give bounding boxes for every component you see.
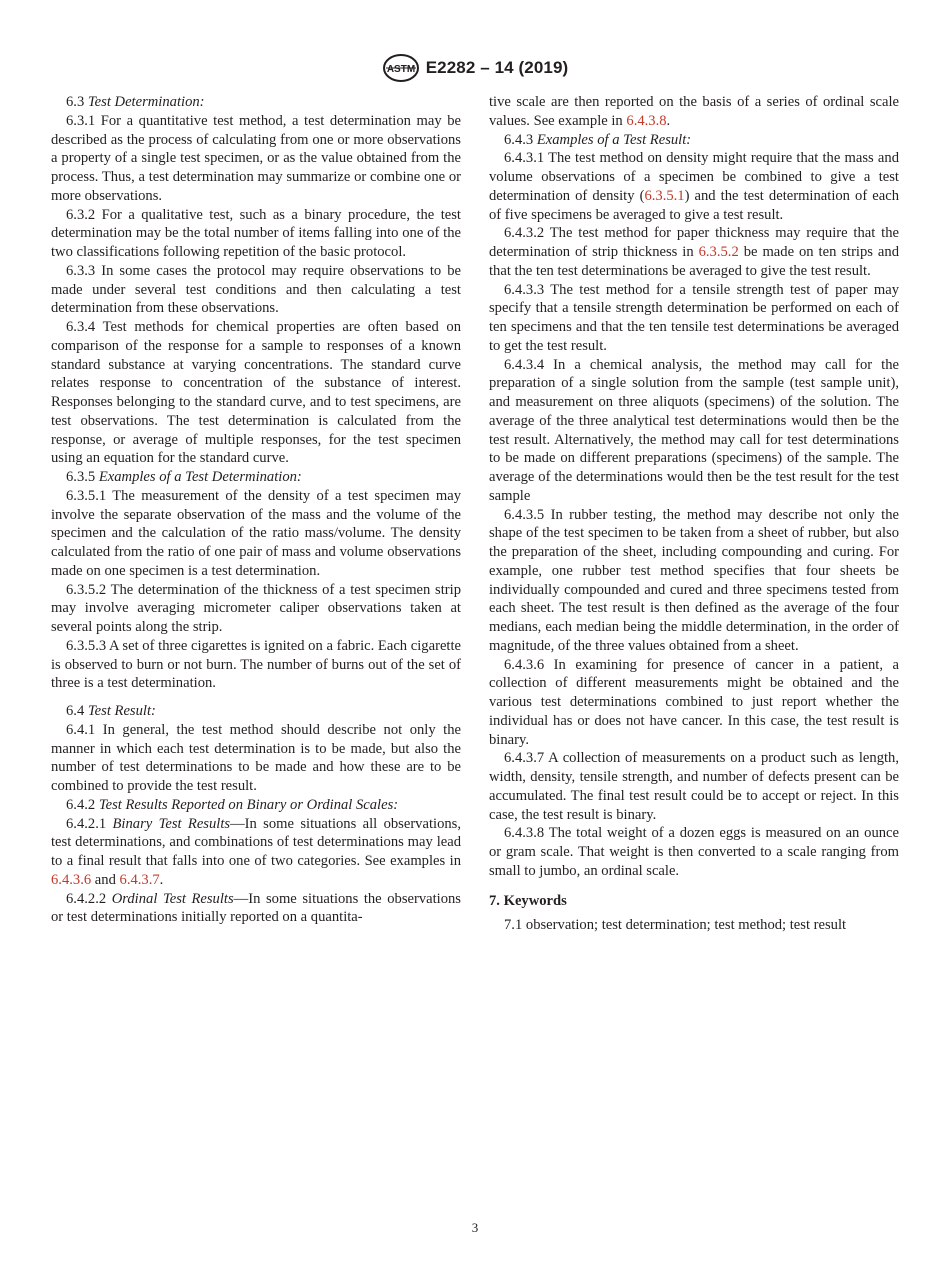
paragraph-6-4-2-2-continued: tive scale are then reported on the basis of a series of ordinal scale values. See example in 6.4.3.8. (489, 94, 899, 129)
paragraph-6-3: 6.3 Test Determination: (66, 94, 205, 110)
right-column (489, 93, 899, 935)
paragraph-6-4-2-1: 6.4.2.1 Binary Test Results—In some situations all observations, test determinations, and combinations of test determinations may lead to a final result that falls into one of two categories. See examples in 6.4.3.6 and 6.4.3.7. (51, 815, 461, 888)
ref-link-6-4-3-6[interactable]: 6.4.3.6 (51, 871, 92, 888)
paragraph-6-3-1: 6.3.1 For a quantitative test method, a test determination may be described as the process of calculating from one or more observations a property of a single test specimen, or as the value obtained from the process. Thus, a test determination may summarize or combine one or more observations. (51, 112, 461, 204)
paragraph-6-4-3-7: 6.4.3.7 A collection of measurements on a product such as length, width, density, tensile strength, and number of defects present can be accumulated. The final test result could be to accept or reject. In this case, the test result is binary. (489, 750, 900, 823)
document-designation: E2282 – 14 (2019) (425, 58, 569, 77)
paragraph-6-3-5-1: 6.3.5.1 The measurement of the density of a test specimen may involve the separate observation of the mass and the volume of the specimen and the calculation of the ratio mass/volume. The density calculated from the ratio of one pair of mass and volume observations made on one specimen is a test determination. (51, 487, 461, 579)
paragraph-6-4-3-5: 6.4.3.5 In rubber testing, the method may describe not only the shape of the test specimen to be taken from a sheet of rubber, but also the preparation of the sheet, including compounding and curing. For example, one rubber test method specifies that four sheets be individually compounded and cured and three specimens tested from each sheet. The test result is then defined as the average of the four medians, each median being the middle determination, in the order of magnitude, of the three values obtained from a sheet. (489, 506, 899, 654)
paragraph-6-3-4: 6.3.4 Test methods for chemical properties are often based on comparison of the response for a sample to responses of a known standard substance at varying concentrations. The standard curve relates response to concentration of the substance of interest. Responses belonging to the standard curve, and to test specimens, are test observations. The test determination is calculated from the response, or average of multiple responses, for the test specimen using an equation for the standard curve. (51, 319, 461, 467)
page-number: 3 (471, 1220, 479, 1235)
paragraph-6-3-3: 6.3.3 In some cases the protocol may require observations to be made under several test conditions and then calculating a test determination from these observations. (51, 262, 461, 317)
paragraph-6-4-2: 6.4.2 Test Results Reported on Binary or Ordinal Scales: (66, 796, 399, 813)
paragraph-6-4-2-2: 6.4.2.2 Ordinal Test Results—In some situations the observations or test determinations initially reported on a quantita- (51, 890, 461, 926)
page-header (0, 53, 950, 83)
section-heading-keywords: 7. Keywords (489, 892, 567, 909)
astm-logo-icon (382, 53, 420, 83)
ref-link-6-4-3-7[interactable]: 6.4.3.7 (119, 871, 160, 888)
paragraph-6-3-5-2: 6.3.5.2 The determination of the thickness of a test specimen strip may involve averaging micrometer caliper observations taken at several points along the strip. (51, 581, 461, 635)
paragraph-6-4-3-8: 6.4.3.8 The total weight of a dozen eggs is measured on an ounce or gram scale. That weight is then converted to a scale ranging from small to jumbo, an ordinal scale. (489, 825, 899, 879)
ref-link-6-3-5-1[interactable]: 6.3.5.1 (644, 187, 685, 204)
paragraph-6-4-3: 6.4.3 Examples of a Test Result: (504, 131, 692, 148)
paragraph-6-3-5-3: 6.3.5.3 A set of three cigarettes is ignited on a fabric. Each cigarette is observed to burn or not burn. The number of burns out of the set of three is a test determination. (51, 637, 462, 692)
ref-link-6-4-3-8[interactable]: 6.4.3.8 (626, 112, 667, 129)
paragraph-7-1: 7.1 observation; test determination; test method; test result (504, 917, 847, 934)
paragraph-6-3-5: 6.3.5 Examples of a Test Determination: (66, 469, 302, 485)
svg-text:ASTM: ASTM (386, 64, 415, 75)
paragraph-6-4-3-3: 6.4.3.3 The test method for a tensile strength test of paper may specify that a tensile strength determination be performed on each of ten specimens and that the ten tensile test determinations be averaged to get the test result. (489, 281, 899, 354)
paragraph-6-4-3-6: 6.4.3.6 In examining for presence of cancer in a patient, a collection of different measurements might be obtained and the various test determinations combined to just report whether the individual has or does not have cancer. In this case, the test result is binary. (489, 656, 899, 748)
paragraph-6-4: 6.4 Test Result: (66, 703, 156, 719)
ref-link-6-3-5-2[interactable]: 6.3.5.2 (698, 244, 739, 260)
paragraph-6-4-3-1: 6.4.3.1 The test method on density might require that the mass and volume observations of a specimen be combined to give a test determination of density (6.3.5.1) and the test determination of each of five specimens be averaged to give a test result. (489, 150, 900, 223)
paragraph-6-4-3-4: 6.4.3.4 In a chemical analysis, the method may call for the preparation of a single solution from the sample (test sample unit), and measurement on three aliquots (specimens) of the solution. The average of the three analytical test determinations would then be the test result. Alternatively, the method may call for test determinations to be made on different preparations (specimens) of the sample. The average of the determinations would then be the test result for the test sample (489, 356, 899, 504)
left-column (51, 93, 461, 927)
paragraph-6-4-3-2: 6.4.3.2 The test method for paper thickness may require that the determination of strip thickness in 6.3.5.2 be made on ten strips and that the ten test determinations be averaged to give the test result. (489, 225, 899, 279)
paragraph-6-4-1: 6.4.1 In general, the test method should describe not only the manner in which each test determination is to be made, but also the number of test determinations to be made and how these are to be combined to provide the test result. (51, 721, 461, 794)
paragraph-6-3-2: 6.3.2 For a qualitative test, such as a binary procedure, the test determination may be the total number of items falling into one of the two classifications following repetition of the basic protocol. (51, 206, 461, 260)
